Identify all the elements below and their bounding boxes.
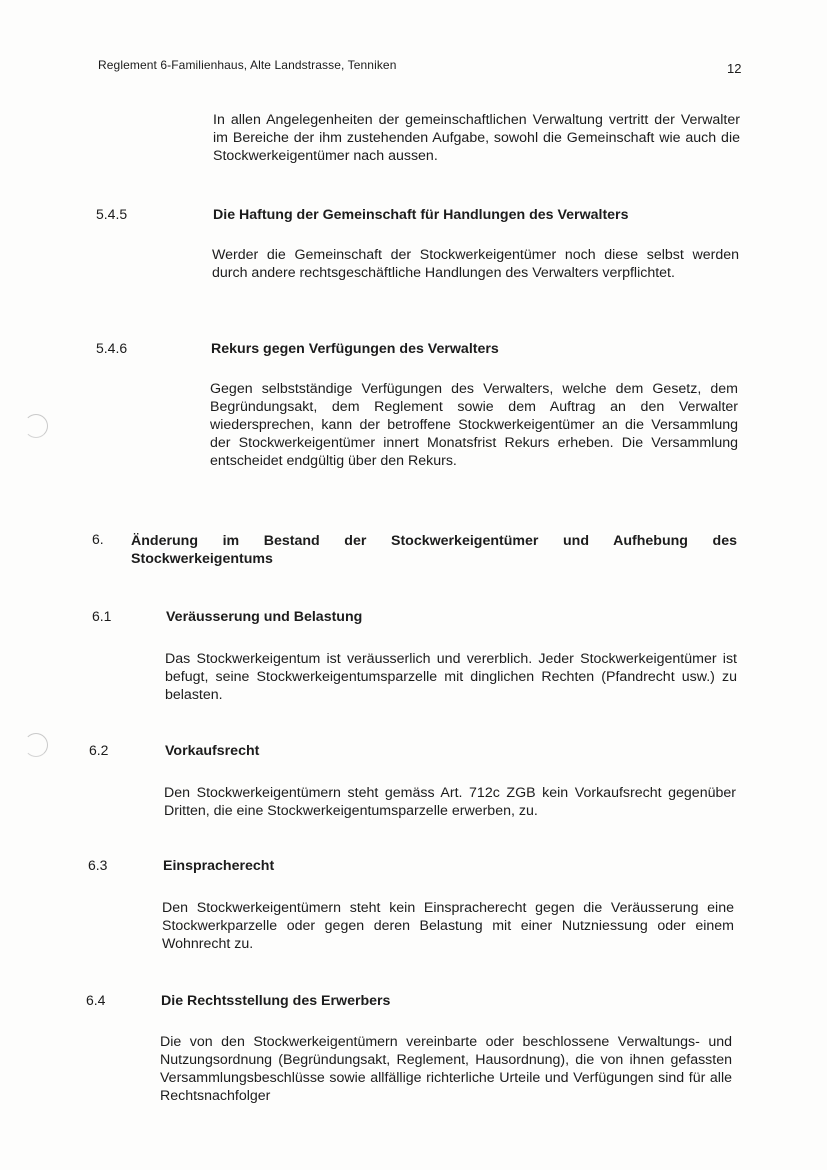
section-body-6-4: Die von den Stockwerkeigentümern vereinbarte oder beschlossene Verwaltungs- und Nutzungsordnung (Begründungsakt, Reglement, Hausordnung), die von ihnen gefassten Versammlungsbeschlüsse sowie allfällige richterliche Urteile und Verfügungen sind für alle Rechtsnachfolger: [160, 1034, 732, 1104]
page-number: 12: [727, 61, 742, 76]
section-number-6-3: 6.3: [88, 857, 108, 873]
punch-hole-mark-top: [24, 414, 48, 438]
section-number-6-4: 6.4: [86, 992, 106, 1008]
section-title-6-2: Vorkaufsrecht: [165, 743, 260, 759]
section-number-6: 6.: [92, 531, 104, 547]
section-body-6-2: Den Stockwerkeigentümern steht gemäss Art. 712c ZGB kein Vorkaufsrecht gegenüber Dritten, die eine Stockwerkeigentumsparzelle erwerben, zu.: [164, 785, 736, 819]
section-number-5-4-5: 5.4.5: [96, 206, 128, 222]
section-title-5-4-6: Rekurs gegen Verfügungen des Verwalters: [211, 341, 499, 357]
section-title-6-3: Einspracherecht: [163, 858, 275, 874]
section-number-6-2: 6.2: [89, 742, 109, 758]
section-title-6-1: Veräusserung und Belastung: [166, 609, 363, 625]
section-body-6-1: Das Stockwerkeigentum ist veräusserlich und vererblich. Jeder Stockwerkeigentümer ist befugt, seine Stockwerkeigentumsparzelle mit dinglichen Rechten (Pfandrecht usw.) zu belasten.: [165, 651, 737, 703]
running-header: Reglement 6-Familienhaus, Alte Landstrasse, Tenniken: [98, 58, 397, 72]
section-number-5-4-6: 5.4.6: [96, 340, 128, 356]
section-body-5-4-5: Werder die Gemeinschaft der Stockwerkeigentümer noch diese selbst werden durch andere rechtsgeschäftliche Handlungen des Verwalters verpflichtet.: [212, 247, 739, 281]
intro-paragraph: In allen Angelegenheiten der gemeinschaftlichen Verwaltung vertritt der Verwalter im Bereiche der ihm zustehenden Aufgabe, sowohl die Gemeinschaft wie auch die Stockwerkeigentümer nach aussen.: [213, 112, 740, 164]
section-number-6-1: 6.1: [92, 608, 112, 624]
section-body-5-4-6: Gegen selbstständige Verfügungen des Verwalters, welche dem Gesetz, dem Begründungsakt, dem Reglement sowie dem Auftrag an den Verwalter wiedersprechen, kann der betroffene Stockwerkeigentümer an die Versammlung der Stockwerkeigentümer innert Monatsfrist Rekurs erheben. Die Versammlung entscheidet endgültig über den Rekurs.: [210, 381, 738, 469]
section-title-6: Änderung im Bestand der Stockwerkeigentümer und Aufhebung des Stockwerkeigentums: [131, 533, 737, 567]
section-title-5-4-5: Die Haftung der Gemeinschaft für Handlungen des Verwalters: [213, 207, 629, 223]
section-title-6-4: Die Rechtsstellung des Erwerbers: [161, 993, 391, 1009]
punch-hole-mark-bottom: [24, 733, 48, 757]
section-body-6-3: Den Stockwerkeigentümern steht kein Einspracherecht gegen die Veräusserung eine Stockwerkparzelle oder gegen deren Belastung mit einer Nutzniessung oder einem Wohnrecht zu.: [162, 900, 734, 952]
